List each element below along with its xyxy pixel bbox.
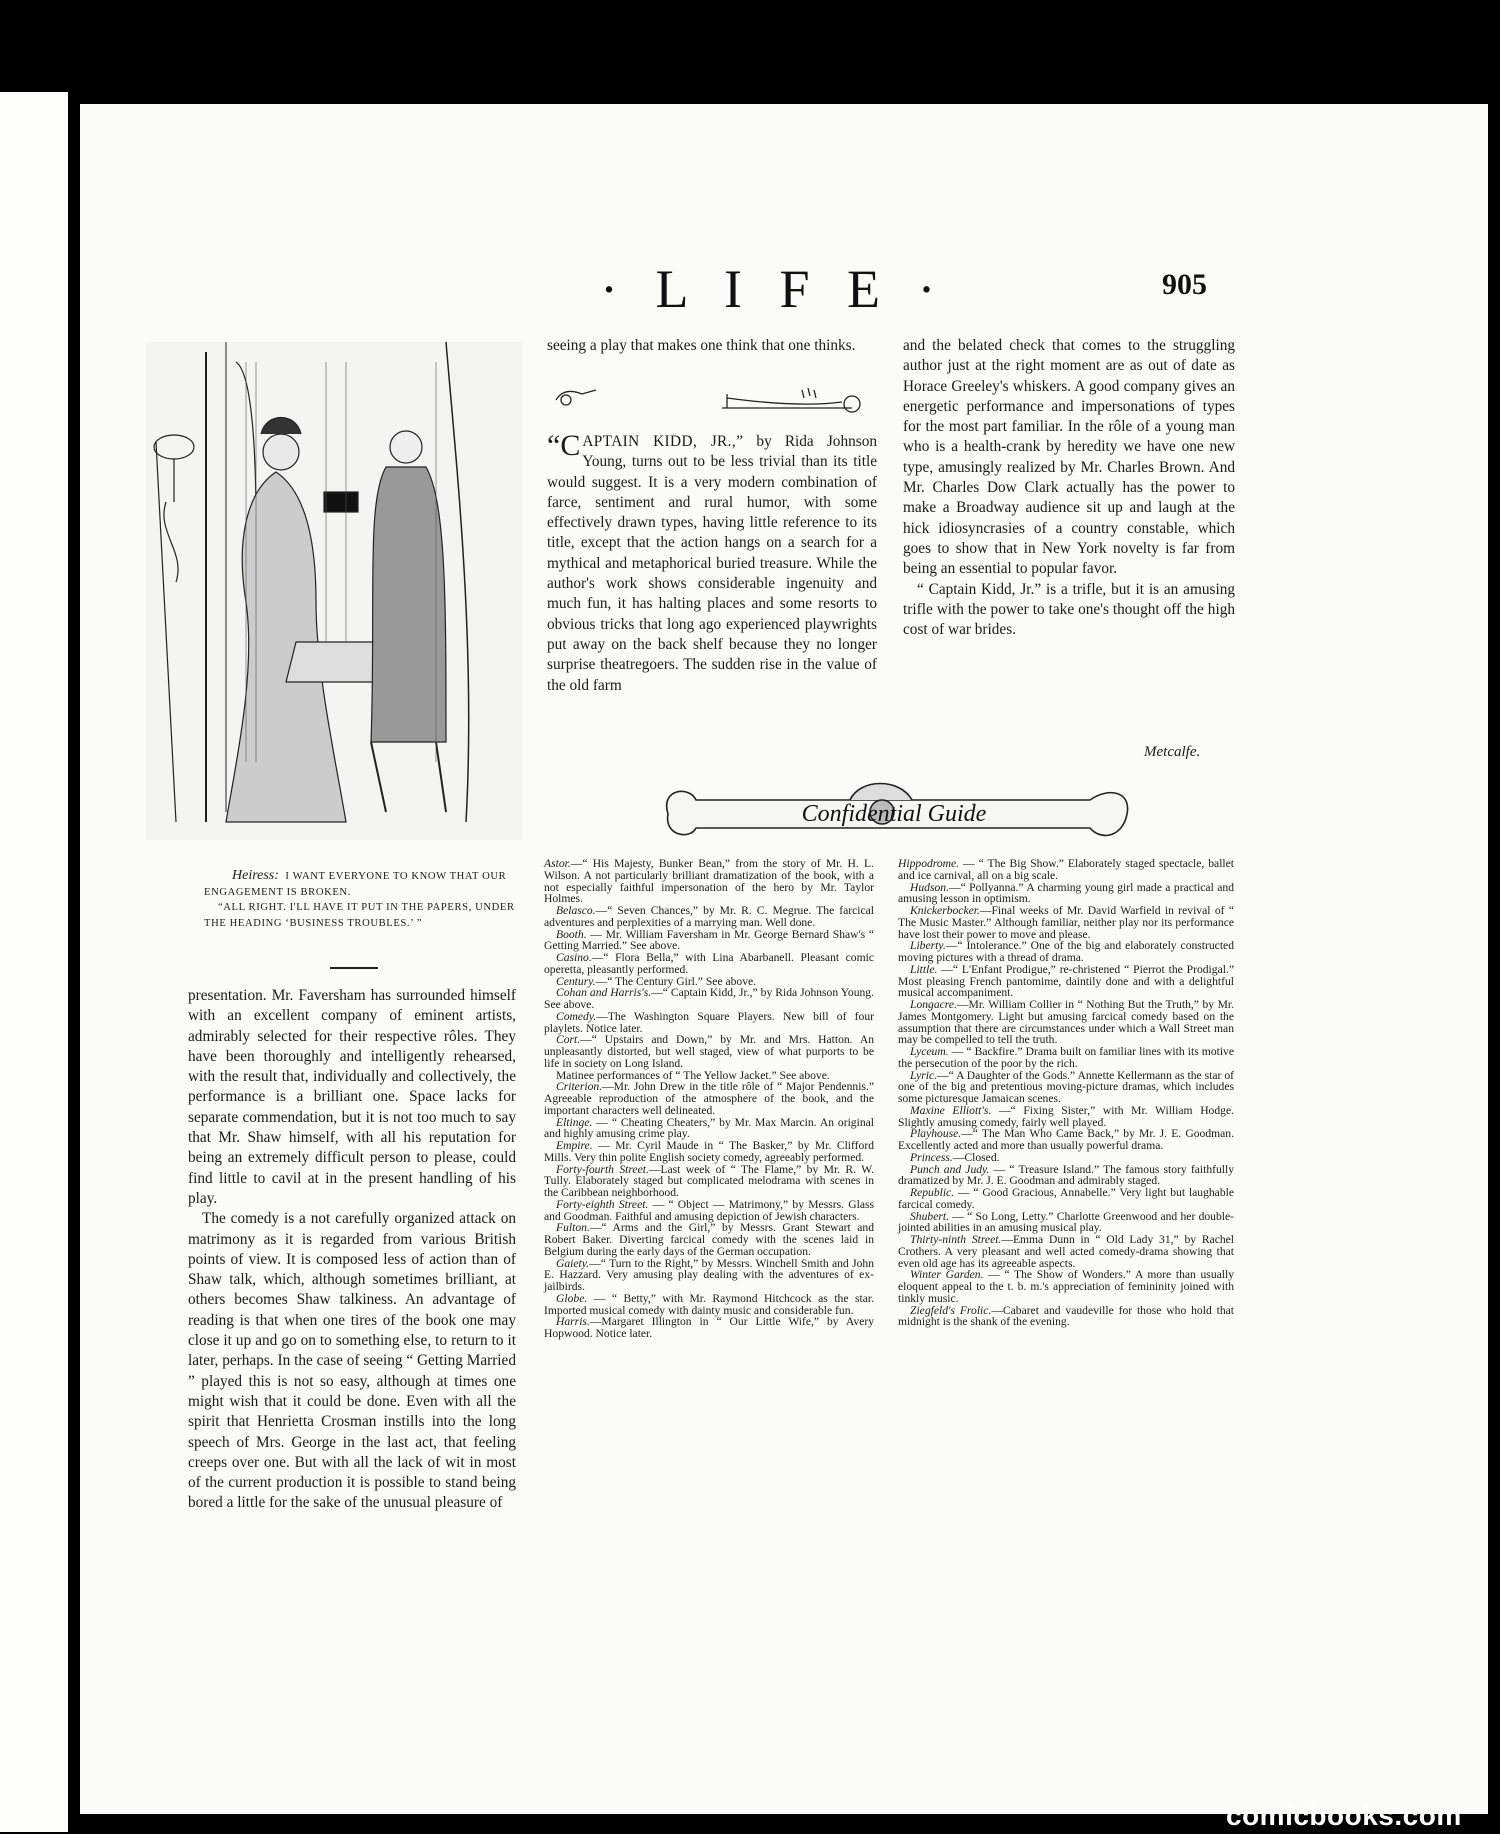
review-paragraph: The comedy is a not carefully organized attack on matrimony as it is regarded from various British points of view. It is composed less of action than of Shaw talk, which, although sometimes brilliant, at others becomes Shaw talkiness. An advantage of reading is that when one tires of the book one may close it up and go on to something else, to return to it later, perhaps. In the case of seeing “ Getting Married ” played this is not so easy, although at times one might wish that it could be done. Even with all the spirit that Henrietta Crosman instills into the long speech of Mrs. George in the last act, that feeling creeps over one. But with all the lack of wit in most of the current production it is possible to stand being bored a little for the sake of the unusual pleasure of (188, 1210, 516, 1512)
guide-entry (544, 987, 874, 1011)
caption-line-2: “ALL RIGHT. I'LL HAVE IT PUT IN THE PAPERS, UNDER THE HEADING ‘BUSINESS TROUBLES.’ ” (204, 902, 515, 929)
guide-entry-text: — “ So Long, Letty.” Charlotte Greenwood and her double-jointed abilities in an amusing musical play. (898, 1209, 1234, 1235)
guide-entry (898, 1046, 1234, 1070)
guide-entry-text: —“ Turn to the Right,” by Messrs. Winchell Smith and John E. Hazzard. Very amusing play dealing with the adventures of ex-jailbirds. (544, 1256, 874, 1293)
guide-entry (898, 905, 1234, 940)
guide-entry (898, 882, 1234, 906)
theatre-name: Booth. (556, 927, 587, 941)
confidential-guide-banner (650, 778, 1140, 848)
guide-entry-text: Matinee performances of “ The Yellow Jacket.” See above. (556, 1068, 830, 1082)
guide-entry (898, 1269, 1234, 1304)
guide-entry (544, 952, 874, 976)
guide-entry (898, 1070, 1234, 1105)
guide-entry-text: —“ Pollyanna.” A charming young girl made a practical and amusing lesson in optimism. (898, 880, 1234, 906)
theatre-name: Liberty. (910, 939, 946, 953)
guide-entry (544, 1117, 874, 1141)
theatre-name: Century. (556, 974, 596, 988)
guide-entry (544, 1081, 874, 1116)
theatre-name: Maxine Elliott's. (910, 1103, 992, 1117)
guide-entry (898, 1128, 1234, 1152)
guide-entry-text: —“ His Majesty, Bunker Bean,” from the story of Mr. H. L. Wilson. A not particularly brilliant dramatization of the book, with a not especially faithful impersonation of the hero by Mr. Taylor Holmes. (544, 857, 874, 906)
guide-entry-text: — “ The Big Show.” Elaborately staged spectacle, ballet and ice carnival, all on a big scale. (898, 857, 1234, 882)
guide-entry-text: —Cabaret and vaudeville for those who hold that midnight is the shank of the evening. (898, 1303, 1234, 1329)
guide-entry-text: — Mr. Cyril Maude in “ The Basker,” by Mr. Clifford Mills. Very thin polite English society comedy, agreeably performed. (544, 1139, 874, 1164)
guide-entry-text: —“ Upstairs and Down,” by Mr. and Mrs. Hatton. An unpleasantly distorted, but well staged, view of what purports to be life in society on Long Island. (544, 1033, 874, 1070)
theatre-name: Fulton. (556, 1221, 590, 1235)
guide-entry-text: — “ Good Gracious, Annabelle.” Very light but laughable farcical comedy. (898, 1186, 1234, 1211)
guide-entry (898, 1187, 1234, 1211)
theatre-name: Knickerbocker. (910, 904, 980, 917)
guide-entry-text: —Mr. John Drew in the title rôle of “ Major Pendennis.” Agreeable reproduction of the atmosphere of the book, and the important characters well delineated. (544, 1080, 874, 1117)
theatre-name: Lyceum. (910, 1045, 949, 1058)
theatre-name: Casino. (556, 951, 592, 964)
guide-entry (898, 940, 1234, 964)
theatre-name: Forty-eighth Street. (556, 1197, 649, 1211)
theatre-name: Little. (910, 962, 938, 976)
captain-kidd-review (547, 429, 877, 696)
facing-page-edge (0, 92, 68, 1832)
guide-entry-text: — “ Object — Matrimony,” by Messrs. Glass and Goodman. Faithful and amusing depiction of Jewish characters. (544, 1197, 874, 1223)
theatre-name: Punch and Judy. (910, 1162, 990, 1176)
theatre-name: Eltinge. (556, 1115, 593, 1129)
theatre-name: Longacre. (910, 998, 957, 1011)
guide-entry (544, 1222, 874, 1257)
caption-line-1: I WANT EVERYONE TO KNOW THAT OUR ENGAGEMENT IS BROKEN. (204, 871, 507, 898)
theatre-name: Empire. (556, 1139, 593, 1152)
guide-entry (544, 929, 874, 953)
guide-column-2 (898, 858, 1234, 1328)
theatre-name: Criterion. (556, 1080, 603, 1094)
guide-entry (898, 964, 1234, 999)
guide-entry (898, 1305, 1234, 1329)
guide-entry (898, 1105, 1234, 1129)
guide-column-1 (544, 858, 874, 1340)
guide-entry-text: —“ L'Enfant Prodigue,” re-christened “ Pierrot the Prodigal.” Most pleasing French pantomime, daintily done and with a delightful musical accompaniment. (898, 962, 1234, 1000)
guide-entry-text: —“ Fixing Sister,” with Mr. William Hodge. Slightly amusing comedy, fairly well played. (898, 1103, 1234, 1129)
guide-entry-text: — “ Backfire.” Drama built on familiar lines with its motive the persecution of the poor by the rich. (898, 1045, 1234, 1070)
guide-entry (898, 1211, 1234, 1235)
guide-entry-text: —“ Arms and the Girl,” by Messrs. Grant Stewart and Robert Baker. Diverting farcical comedy with the scenes laid in Belgium during the early days of the German occupation. (544, 1221, 874, 1258)
guide-entry (544, 1316, 874, 1340)
theatre-name: Gaiety. (556, 1256, 590, 1270)
cartoon-illustration (146, 342, 522, 840)
guide-entry-text: — Mr. William Faversham in Mr. George Bernard Shaw's “ Getting Married.” See above. (544, 927, 874, 953)
caption-divider (330, 967, 378, 969)
guide-entry (544, 1034, 874, 1069)
page-number: 905 (1162, 268, 1207, 301)
guide-entry-text: — “ Treasure Island.” The famous story faithfully dramatized by Mr. J. E. Goodman and admirably staged. (898, 1162, 1235, 1188)
guide-entry-text: —Mr. William Collier in “ Nothing But the Truth,” by Mr. James Montgomery. Light but amusing farcical comedy based on the assumption that there are circumstances under which a Wall Street man may be compelled to tell the truth. (898, 998, 1234, 1047)
review-middle-column (547, 336, 877, 356)
watermark: comicbooks.com (1226, 1800, 1462, 1831)
theatre-name: Comedy. (556, 1009, 597, 1023)
drop-cap: “C (547, 429, 581, 462)
review-title: APTAIN KIDD, JR.,” (582, 433, 744, 450)
theatre-name: Belasco. (556, 904, 596, 917)
review-paragraph: presentation. Mr. Faversham has surrounded himself with an excellent company of eminent artists, admirably selected for their respective rôles. They have been thoroughly and intelligently rehearsed, with the result that, individually and collectively, the performance is a brilliant one. Space lacks for separate commendation, but it is not too much to say that Mr. Shaw himself, with all his reputation for being an extremely difficult person to please, could find little to cavil at in the present handling of his play. (188, 987, 516, 1207)
theatre-name: Globe. (556, 1291, 588, 1305)
review-paragraph: and the belated check that comes to the struggling author just at the right moment are as out of date as Horace Greeley's whiskers. A good company gives an energetic performance and impersonations of types for the most part familiar. In the rôle of a young man who is a health-crank by heredity we have one new type, amusingly realized by Mr. Charles Brown. And Mr. Charles Dow Clark actually has the power to make a Broadway audience sit up and laugh at the hick idiosyncrasies of a country constable, which goes to show that in New York novelty is far from being an essential to popular favor. (903, 337, 1235, 578)
theatre-name: Ziegfeld's Frolic. (910, 1303, 992, 1317)
guide-entry (544, 1140, 874, 1164)
review-right-column (903, 336, 1235, 640)
theatre-name: Cohan and Harris's. (556, 986, 652, 1000)
guide-entry (544, 1293, 874, 1317)
theatre-name: Hippodrome. (898, 857, 960, 870)
guide-entry-text: —“ Flora Bella,” with Lina Abarbanell. Pleasant comic operetta, pleasantly performed. (544, 951, 874, 976)
guide-entry (898, 1234, 1234, 1269)
guide-entry-text: —Last week of “ The Flame,” by Mr. R. W. Tully. Elaborately staged but complicated melodrama with scenes in the Caribbean neighborhood. (544, 1162, 874, 1199)
guide-entry (544, 1164, 874, 1199)
reclining-figure-ornament (552, 384, 872, 420)
guide-entry-text: —“ Captain Kidd, Jr.,” by Rida Johnson Young. See above. (544, 986, 874, 1011)
guide-entry-text: —“ The Man Who Came Back,” by Mr. J. E. Goodman. Excellently acted and more than usually powerful drama. (898, 1127, 1234, 1152)
guide-entry (544, 1199, 874, 1223)
guide-entry-text: — “ Betty,” with Mr. Raymond Hitchcock as the star. Imported musical comedy with dainty music and considerable fun. (544, 1291, 874, 1317)
theatre-name: Cort. (556, 1033, 581, 1047)
theatre-name: Winter Garden. (910, 1268, 984, 1282)
review-paragraph: seeing a play that makes one think that one thinks. (547, 337, 856, 354)
guide-entry (898, 1164, 1234, 1188)
review-paragraph: “ Captain Kidd, Jr.” is a trifle, but it is an amusing trifle with the power to take one's thought off the high cost of war brides. (903, 580, 1235, 639)
theatre-name: Thirty-ninth Street. (910, 1233, 1002, 1246)
guide-entry (898, 999, 1234, 1046)
theatre-name: Lyric. (910, 1068, 938, 1082)
review-paragraph: by Rida Johnson Young, turns out to be less trivial than its title would suggest. It is a very modern combination of farce, sentiment and rural humor, with some effectively drawn types, having little reference to its title, except that the action hangs on a search for a mythical and metaphorical buried treasure. While the author's work shows considerable ingenuity and much fun, it has halting places and some resorts to obvious tricks that long ago experienced playwrights put away on the back shelf because they no longer surprise theatregoers. The sudden rise in the value of the old farm (547, 433, 877, 694)
masthead: · L I F E · (600, 259, 948, 319)
guide-entry-text: —Margaret Illington in “ Our Little Wife,” by Avery Hopwood. Notice later. (544, 1315, 874, 1340)
guide-entry-text: — “ Cheating Cheaters,” by Mr. Max Marcin. An original and highly amusing crime play. (544, 1115, 874, 1141)
theatre-name: Playhouse. (910, 1127, 962, 1141)
guide-entry-text: —“ Seven Chances,” by Mr. R. C. Megrue. The farcical adventures and perplexities of a marrying man. Well done. (544, 904, 874, 929)
guide-entry-text: —Final weeks of Mr. David Warfield in revival of “ The Music Master.” Although familiar, neither play nor its performance have lost their power to move and please. (898, 904, 1234, 941)
theatre-name: Shubert. (910, 1209, 949, 1223)
theatre-name: Republic. (910, 1186, 955, 1199)
author-signature: Metcalfe. (1144, 744, 1201, 760)
guide-entry (544, 858, 874, 905)
guide-entry (544, 905, 874, 929)
theatre-name: Hudson. (910, 880, 949, 894)
theatre-name: Princess. (910, 1150, 953, 1164)
review-left-column (188, 986, 516, 1514)
theatre-name: Astor. (544, 857, 571, 870)
guide-entry-text: —“ The Century Girl.” See above. (595, 974, 757, 988)
guide-entry-text: — “ The Show of Wonders.” A more than usually eloquent appeal to the t. b. m.'s appreciation of femininity joined with tinkly music. (898, 1268, 1235, 1305)
caption-speaker: Heiress: (232, 868, 279, 883)
guide-entry (544, 1258, 874, 1293)
theatre-name: Harris. (556, 1315, 590, 1329)
guide-entry-text: —Closed. (952, 1150, 1000, 1164)
theatre-name: Forty-fourth Street. (556, 1162, 649, 1176)
guide-banner-title: Confidential Guide (801, 801, 987, 827)
guide-entry-text: —The Washington Square Players. New bill of four playlets. Notice later. (544, 1009, 874, 1035)
cartoon-caption (204, 868, 522, 931)
guide-entry-text: —“ Intolerance.” One of the big and elaborately constructed moving pictures with a thread of drama. (898, 939, 1234, 964)
guide-entry-text: —“ A Daughter of the Gods.” Annette Kellermann as the star of one of the big and pretentious moving-picture dramas, which includes some picturesque Jamaican scenes. (898, 1068, 1234, 1105)
guide-entry-text: —Emma Dunn in “ Old Lady 31,” by Rachel Crothers. A very pleasant and well acted comedy-drama showing that even old age has its agreeable aspects. (898, 1233, 1235, 1270)
guide-entry (544, 1011, 874, 1035)
guide-entry (898, 858, 1234, 882)
